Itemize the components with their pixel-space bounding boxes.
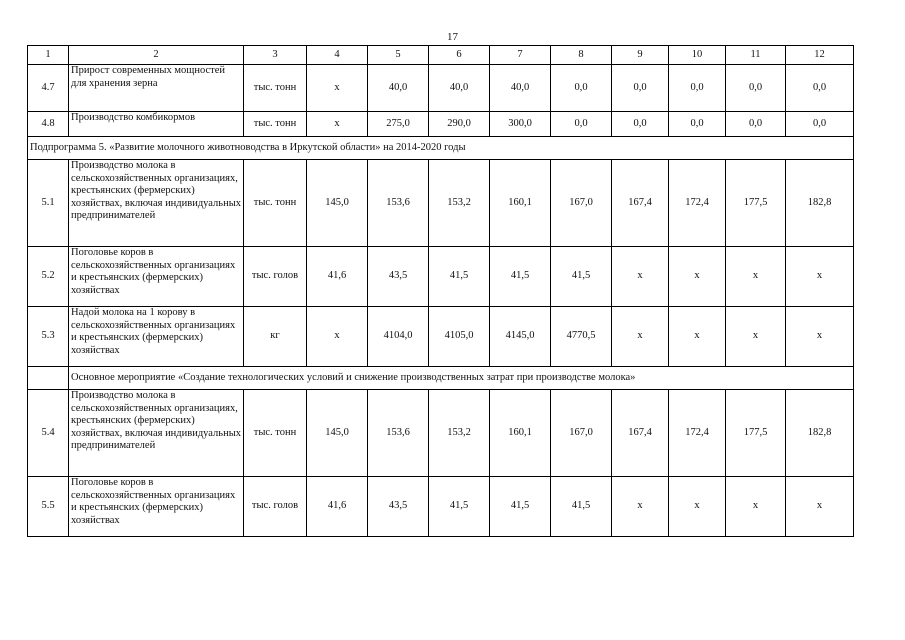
indicator-name: Прирост современных мощностей для хранения зерна: [69, 65, 244, 112]
value-cell: 153,2: [429, 390, 490, 477]
column-number-cell: 4: [307, 46, 368, 65]
subprogram-title: Подпрограмма 5. «Развитие молочного животноводства в Иркутской области» на 2014-2020 годы: [28, 137, 854, 160]
value-cell: 145,0: [307, 160, 368, 247]
value-cell: 160,1: [490, 160, 551, 247]
value-cell: 43,5: [368, 247, 429, 307]
row-number: 4.7: [28, 65, 69, 112]
value-cell: 41,5: [490, 477, 551, 537]
unit-cell: тыс. тонн: [244, 65, 307, 112]
value-cell: 41,6: [307, 247, 368, 307]
main-activity-title: Основное мероприятие «Создание технологических условий и снижение производственных затрат при производстве молока»: [69, 367, 854, 390]
value-cell: 0,0: [669, 112, 726, 137]
value-cell: 153,6: [368, 160, 429, 247]
column-number-cell: 1: [28, 46, 69, 65]
value-cell: 0,0: [786, 112, 854, 137]
table-row: [28, 160, 854, 247]
value-cell: 0,0: [551, 112, 612, 137]
table-row: [28, 390, 854, 477]
indicator-name: Производство молока в сельскохозяйственных организациях, крестьянских (фермерских) хозяйствах, включая индивидуальных предпринимателей: [69, 390, 244, 477]
value-cell: х: [307, 112, 368, 137]
value-cell: 172,4: [669, 390, 726, 477]
unit-cell: тыс. голов: [244, 247, 307, 307]
value-cell: 167,0: [551, 160, 612, 247]
value-cell: 41,5: [490, 247, 551, 307]
value-cell: х: [669, 247, 726, 307]
value-cell: 40,0: [429, 65, 490, 112]
unit-cell: тыс. тонн: [244, 390, 307, 477]
value-cell: х: [612, 307, 669, 367]
table-row: [28, 65, 854, 112]
value-cell: х: [307, 307, 368, 367]
value-cell: х: [669, 477, 726, 537]
row-number: 4.8: [28, 112, 69, 137]
column-number-cell: 7: [490, 46, 551, 65]
value-cell: 167,4: [612, 390, 669, 477]
value-cell: 275,0: [368, 112, 429, 137]
unit-cell: тыс. голов: [244, 477, 307, 537]
page-number: 17: [447, 31, 458, 43]
value-cell: 0,0: [669, 65, 726, 112]
value-cell: 182,8: [786, 160, 854, 247]
row-number: 5.3: [28, 307, 69, 367]
value-cell: 41,6: [307, 477, 368, 537]
table-row: [28, 247, 854, 307]
table-row: [28, 307, 854, 367]
unit-cell: кг: [244, 307, 307, 367]
value-cell: 160,1: [490, 390, 551, 477]
value-cell: х: [612, 247, 669, 307]
empty-cell: [28, 367, 69, 390]
value-cell: 40,0: [368, 65, 429, 112]
value-cell: 167,4: [612, 160, 669, 247]
indicator-name: Производство молока в сельскохозяйственных организациях, крестьянских (фермерских) хозяйствах, включая индивидуальных предпринимателей: [69, 160, 244, 247]
indicator-table: [27, 45, 854, 537]
value-cell: х: [726, 477, 786, 537]
table-row: [28, 477, 854, 537]
value-cell: 290,0: [429, 112, 490, 137]
column-number-cell: 11: [726, 46, 786, 65]
value-cell: 41,5: [429, 247, 490, 307]
value-cell: 153,6: [368, 390, 429, 477]
value-cell: 177,5: [726, 160, 786, 247]
table-row: [28, 112, 854, 137]
value-cell: 0,0: [786, 65, 854, 112]
column-number-cell: 9: [612, 46, 669, 65]
value-cell: 41,5: [551, 247, 612, 307]
value-cell: 145,0: [307, 390, 368, 477]
value-cell: 40,0: [490, 65, 551, 112]
value-cell: 0,0: [612, 112, 669, 137]
value-cell: 0,0: [612, 65, 669, 112]
value-cell: 4104,0: [368, 307, 429, 367]
indicator-name: Производство комбикормов: [69, 112, 244, 137]
value-cell: х: [786, 477, 854, 537]
value-cell: 41,5: [551, 477, 612, 537]
value-cell: х: [307, 65, 368, 112]
column-number-cell: 2: [69, 46, 244, 65]
indicator-name: Поголовье коров в сельскохозяйственных организациях и крестьянских (фермерских) хозяйствах: [69, 477, 244, 537]
column-number-cell: 3: [244, 46, 307, 65]
column-number-cell: 12: [786, 46, 854, 65]
value-cell: 43,5: [368, 477, 429, 537]
row-number: 5.4: [28, 390, 69, 477]
value-cell: 0,0: [726, 65, 786, 112]
unit-cell: тыс. тонн: [244, 112, 307, 137]
subprogram-row: [28, 137, 854, 160]
value-cell: 0,0: [551, 65, 612, 112]
main-activity-row: [28, 367, 854, 390]
value-cell: 172,4: [669, 160, 726, 247]
value-cell: х: [786, 247, 854, 307]
table-body: [28, 46, 854, 537]
row-number: 5.2: [28, 247, 69, 307]
row-number: 5.1: [28, 160, 69, 247]
value-cell: 300,0: [490, 112, 551, 137]
column-number-cell: 10: [669, 46, 726, 65]
column-number-cell: 5: [368, 46, 429, 65]
value-cell: 177,5: [726, 390, 786, 477]
row-number: 5.5: [28, 477, 69, 537]
unit-cell: тыс. тонн: [244, 160, 307, 247]
value-cell: 167,0: [551, 390, 612, 477]
value-cell: 182,8: [786, 390, 854, 477]
value-cell: х: [612, 477, 669, 537]
column-number-cell: 8: [551, 46, 612, 65]
value-cell: 41,5: [429, 477, 490, 537]
value-cell: 4105,0: [429, 307, 490, 367]
column-number-cell: 6: [429, 46, 490, 65]
value-cell: х: [726, 307, 786, 367]
value-cell: х: [786, 307, 854, 367]
value-cell: х: [726, 247, 786, 307]
column-number-row: [28, 46, 854, 65]
value-cell: 4770,5: [551, 307, 612, 367]
value-cell: 153,2: [429, 160, 490, 247]
value-cell: 4145,0: [490, 307, 551, 367]
value-cell: х: [669, 307, 726, 367]
indicator-name: Надой молока на 1 корову в сельскохозяйственных организациях и крестьянских (фермерских) хозяйствах: [69, 307, 244, 367]
indicator-name: Поголовье коров в сельскохозяйственных организациях и крестьянских (фермерских) хозяйствах: [69, 247, 244, 307]
value-cell: 0,0: [726, 112, 786, 137]
